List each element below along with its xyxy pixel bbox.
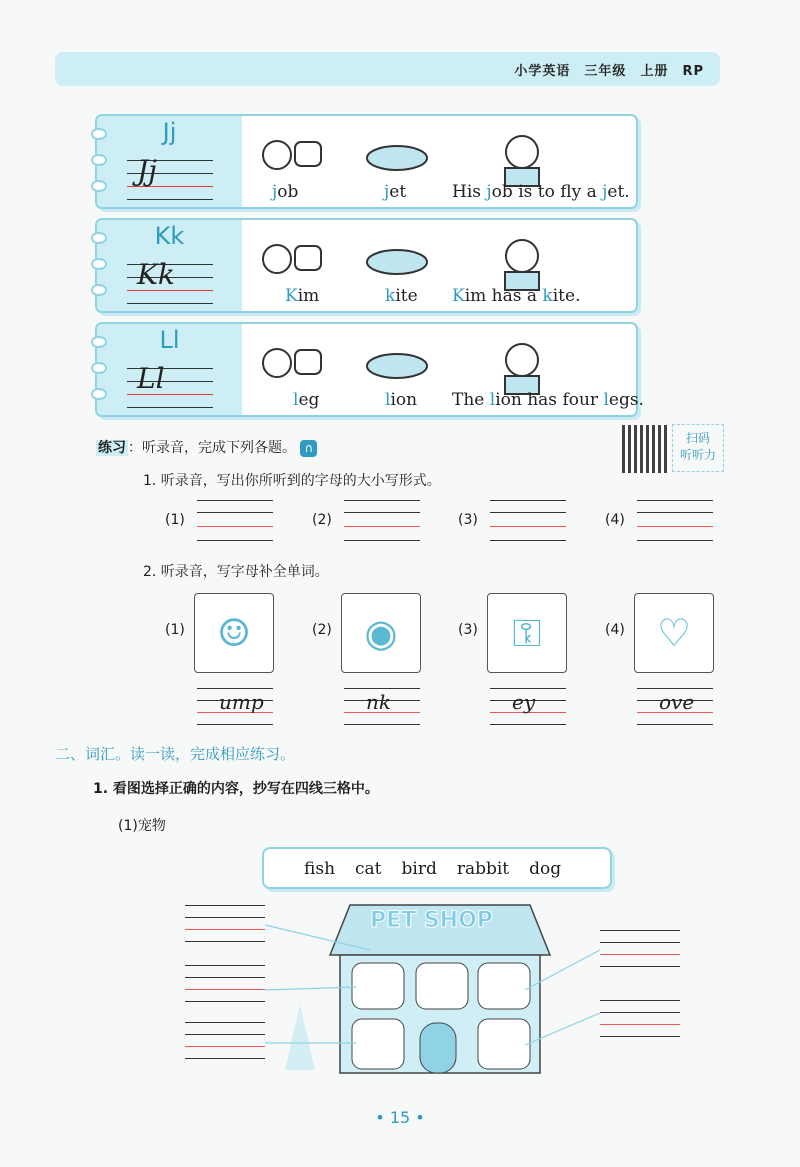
word-picture-1 <box>257 234 327 288</box>
word-2: kite <box>385 286 418 306</box>
pet-word: rabbit <box>456 859 510 879</box>
window-bird <box>416 963 468 1009</box>
answer-line[interactable] <box>197 512 273 513</box>
practice-heading <box>96 437 317 457</box>
pet-answer-line[interactable] <box>185 1022 265 1023</box>
word-picture-1 <box>257 338 327 392</box>
cursive-letter: Jj <box>137 154 157 187</box>
edition: RP <box>682 64 704 79</box>
pet-answer-line[interactable] <box>600 930 680 931</box>
spiral-ring <box>91 284 107 296</box>
word-2: jet <box>384 182 407 202</box>
pet-answer-line[interactable] <box>600 942 680 943</box>
answer-line[interactable] <box>344 500 420 501</box>
shop-door <box>420 1023 456 1073</box>
letter-card-0 <box>95 114 638 209</box>
letter-heading: Ll <box>159 326 180 354</box>
key-icon: ⚿ <box>487 593 567 673</box>
subject: 小学英语 <box>514 64 571 79</box>
answer-line[interactable] <box>637 724 713 725</box>
q1-number: (4) <box>605 512 625 528</box>
word-suffix: ump <box>219 690 264 714</box>
sentence-picture <box>477 226 557 295</box>
q1-number: (2) <box>312 512 332 528</box>
pet-answer-line[interactable] <box>600 1024 680 1025</box>
qr-label: 扫码 听听力 <box>672 424 724 472</box>
answer-line[interactable] <box>637 512 713 513</box>
answer-line[interactable] <box>490 688 566 689</box>
example-sentence: The lion has four legs. <box>452 390 644 410</box>
cursive-letter: Ll <box>137 362 165 395</box>
q1-number: (1) <box>165 512 185 528</box>
pet-word: fish <box>304 859 336 879</box>
practice-instruction: ：听录音，完成下列各题。 <box>128 440 296 456</box>
answer-line[interactable] <box>637 540 713 541</box>
cursive-letter: Kk <box>137 258 175 291</box>
word-suffix: nk <box>366 690 391 714</box>
shop-sign: PET SHOP <box>370 908 493 933</box>
headphone-icon[interactable]: ∩ <box>300 440 317 457</box>
word-suffix: ey <box>512 690 536 714</box>
word-picture-2 <box>362 338 432 392</box>
letter-card-2 <box>95 322 644 417</box>
pet-answer-line[interactable] <box>185 1034 265 1035</box>
header-bar <box>55 52 720 86</box>
q2-number: (2) <box>312 622 332 638</box>
answer-line[interactable] <box>344 724 420 725</box>
letter-card-1 <box>95 218 638 313</box>
answer-line[interactable] <box>637 688 713 689</box>
practice-label: 练习 <box>98 440 126 456</box>
answer-line[interactable] <box>197 724 273 725</box>
spiral-ring <box>91 362 107 374</box>
answer-line[interactable] <box>637 526 713 527</box>
answer-line[interactable] <box>490 724 566 725</box>
love-girl-icon: ♡ <box>634 593 714 673</box>
page-number: • 15 • <box>375 1108 425 1127</box>
q2-number: (1) <box>165 622 185 638</box>
example-sentence: His job is to fly a jet. <box>452 182 630 202</box>
volume: 上册 <box>640 64 669 79</box>
pet-answer-line[interactable] <box>185 1058 265 1059</box>
answer-line[interactable] <box>490 500 566 501</box>
pet-answer-line[interactable] <box>185 941 265 942</box>
word-2: lion <box>385 390 418 410</box>
pet-answer-line[interactable] <box>600 1036 680 1037</box>
answer-line[interactable] <box>490 512 566 513</box>
window-rabbit <box>478 1019 530 1069</box>
pet-answer-line[interactable] <box>185 929 265 930</box>
pet-answer-line[interactable] <box>185 989 265 990</box>
answer-line[interactable] <box>490 540 566 541</box>
pets-word-bank <box>262 847 612 889</box>
q2-number: (4) <box>605 622 625 638</box>
word-1: Kim <box>285 286 320 306</box>
answer-line[interactable] <box>197 500 273 501</box>
question-1: 1. 听录音，写出你所听到的字母的大小写形式。 <box>143 473 441 489</box>
q1-number: (3) <box>458 512 478 528</box>
answer-line[interactable] <box>344 526 420 527</box>
word-picture-1 <box>257 130 327 184</box>
answer-line[interactable] <box>197 688 273 689</box>
answer-line[interactable] <box>637 500 713 501</box>
pet-answer-line[interactable] <box>185 977 265 978</box>
pet-answer-line[interactable] <box>185 917 265 918</box>
pet-shop-illustration <box>180 895 690 1075</box>
pet-answer-line[interactable] <box>600 954 680 955</box>
grade: 三年级 <box>584 64 627 79</box>
word-suffix: ove <box>659 690 695 714</box>
word-picture-2 <box>362 234 432 288</box>
spiral-ring <box>91 154 107 166</box>
vocab-heading: 二、词汇。读一读，完成相应练习。 <box>55 745 296 763</box>
answer-line[interactable] <box>490 526 566 527</box>
jumping-boy-icon: ☺ <box>194 593 274 673</box>
window-fish <box>352 963 404 1009</box>
answer-line[interactable] <box>344 688 420 689</box>
vocab-subheading: (1)宠物 <box>118 818 166 834</box>
sentence-picture <box>477 330 557 399</box>
qr-code[interactable] <box>622 425 670 473</box>
answer-line[interactable] <box>344 540 420 541</box>
pet-answer-line[interactable] <box>185 905 265 906</box>
q2-number: (3) <box>458 622 478 638</box>
pet-answer-line[interactable] <box>185 1046 265 1047</box>
pet-word: dog <box>529 859 562 879</box>
question-2: 2. 听录音，写字母补全单词。 <box>143 564 329 580</box>
word-1: leg <box>293 390 320 410</box>
answer-line[interactable] <box>344 512 420 513</box>
pet-answer-line[interactable] <box>600 966 680 967</box>
example-sentence: Kim has a kite. <box>452 286 581 306</box>
window-cat <box>478 963 530 1009</box>
word-1: job <box>272 182 299 202</box>
letter-heading: Kk <box>154 222 185 250</box>
spiral-ring <box>91 180 107 192</box>
letter-heading: Jj <box>162 118 177 146</box>
pet-answer-line[interactable] <box>185 965 265 966</box>
spiral-ring <box>91 258 107 270</box>
pet-answer-line[interactable] <box>600 1012 680 1013</box>
pet-answer-line[interactable] <box>600 1000 680 1001</box>
window-dog <box>352 1019 404 1069</box>
word-picture-2 <box>362 130 432 184</box>
book-info <box>500 60 704 79</box>
ink-bottle-icon: ◉ <box>341 593 421 673</box>
pet-word: bird <box>401 859 437 879</box>
pet-answer-line[interactable] <box>185 1001 265 1002</box>
spiral-ring <box>91 388 107 400</box>
answer-line[interactable] <box>197 526 273 527</box>
pet-word: cat <box>355 859 382 879</box>
vocab-question-1: 1. 看图选择正确的内容，抄写在四线三格中。 <box>93 781 379 797</box>
sentence-picture <box>477 122 557 191</box>
answer-line[interactable] <box>197 540 273 541</box>
